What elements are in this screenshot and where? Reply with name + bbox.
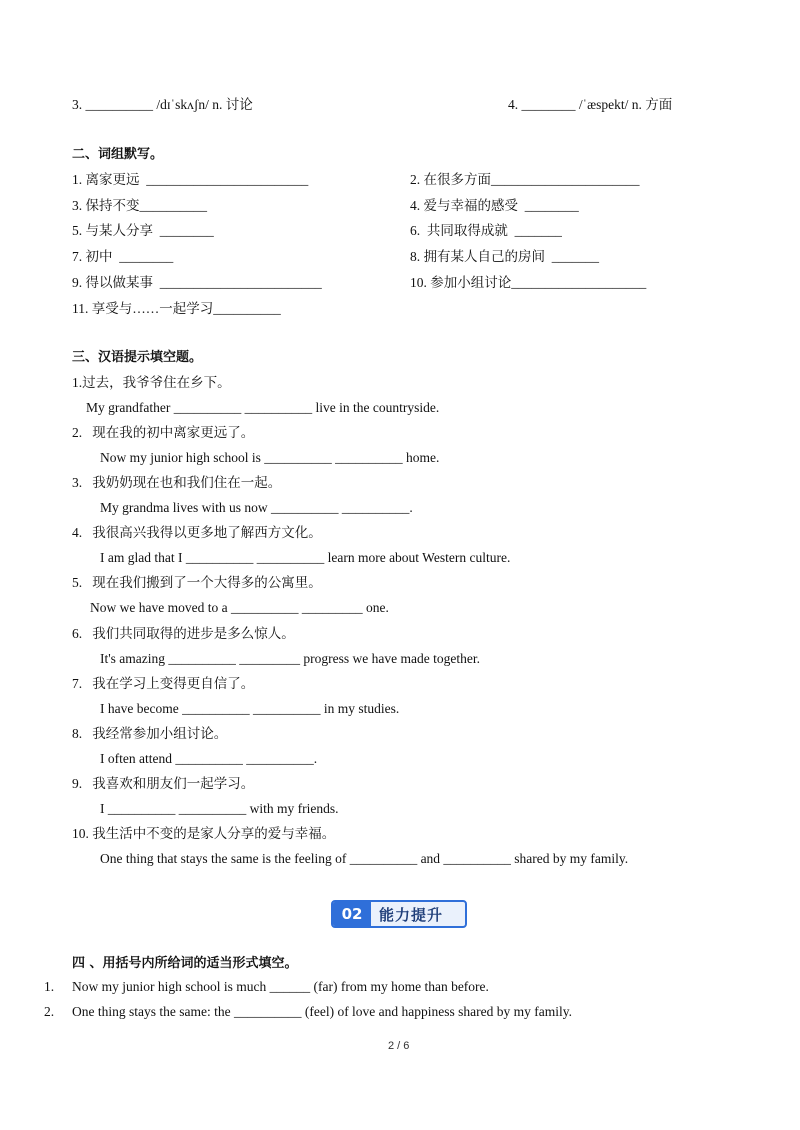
vocab-item-4: 4. ________ /ˈæspekt/ n. 方面: [508, 97, 673, 112]
exercise-1-number: 1.: [44, 979, 55, 994]
fill-item-10-cn: 10. 我生活中不变的是家人分享的爱与幸福。: [72, 826, 336, 841]
fill-item-5-en: Now we have moved to a __________ _________ one.: [90, 600, 389, 615]
fill-item-1-cn: 1.过去，我爷爷住在乡下。: [72, 375, 231, 390]
section-3-title: 三、汉语提示填空题。: [72, 350, 203, 365]
phrase-item-2: 2. 在很多方面______________________: [410, 172, 640, 187]
phrase-item-10: 10. 参加小组讨论____________________: [410, 275, 647, 290]
fill-item-7-cn: 7. 我在学习上变得更自信了。: [72, 676, 255, 691]
fill-item-5-cn: 5. 现在我们搬到了一个大得多的公寓里。: [72, 575, 322, 590]
fill-item-10-en: One thing that stays the same is the feeling of __________ and __________ shared by my family.: [100, 851, 629, 866]
exercise-2-text: One thing stays the same: the __________ (feel) of love and happiness shared by my family.: [72, 1004, 573, 1019]
badge-number: 02: [333, 902, 371, 926]
fill-item-6-cn: 6. 我们共同取得的进步是多么惊人。: [72, 626, 295, 641]
phrase-item-6: 6. 共同取得成就 _______: [410, 223, 562, 238]
vocab-item-3: 3. __________ /dɪˈskʌʃn/ n. 讨论: [72, 97, 253, 112]
section-badge: [331, 900, 467, 928]
phrase-item-5: 5. 与某人分享 ________: [72, 223, 214, 238]
fill-item-7-en: I have become __________ __________ in my studies.: [100, 701, 400, 716]
phrase-item-9: 9. 得以做某事 ________________________: [72, 275, 322, 290]
fill-item-9-cn: 9. 我喜欢和朋友们一起学习。: [72, 776, 255, 791]
fill-item-9-en: I __________ __________ with my friends.: [100, 801, 339, 816]
fill-item-3-cn: 3. 我奶奶现在也和我们住在一起。: [72, 475, 282, 490]
phrase-item-7: 7. 初中 ________: [72, 249, 174, 264]
fill-item-4-en: I am glad that I __________ __________ learn more about Western culture.: [100, 550, 511, 565]
fill-item-1-en: My grandfather __________ __________ live in the countryside.: [86, 400, 440, 415]
phrase-item-11: 11. 享受与……一起学习__________: [72, 301, 281, 316]
fill-item-6-en: It's amazing __________ _________ progress we have made together.: [100, 651, 480, 666]
fill-item-4-cn: 4. 我很高兴我得以更多地了解西方文化。: [72, 525, 322, 540]
fill-item-2-en: Now my junior high school is __________ __________ home.: [100, 450, 440, 465]
page-number: 2 / 6: [388, 1040, 410, 1052]
phrase-item-1: 1. 离家更远 ________________________: [72, 172, 309, 187]
phrase-item-3: 3. 保持不变__________: [72, 198, 207, 213]
exercise-1-text: Now my junior high school is much ______ (far) from my home than before.: [72, 979, 489, 994]
phrase-item-8: 8. 拥有某人自己的房间 _______: [410, 249, 599, 264]
fill-item-2-cn: 2. 现在我的初中离家更远了。: [72, 425, 255, 440]
fill-item-3-en: My grandma lives with us now __________ __________.: [100, 500, 413, 515]
phrase-item-4: 4. 爱与幸福的感受 ________: [410, 198, 579, 213]
fill-item-8-cn: 8. 我经常参加小组讨论。: [72, 726, 228, 741]
exercise-2-number: 2.: [44, 1004, 55, 1019]
badge-title: 能力提升: [379, 905, 444, 924]
section-2-title: 二、词组默写。: [72, 147, 164, 162]
section-4-title: 四 、用括号内所给词的适当形式填空。: [72, 956, 298, 971]
fill-item-8-en: I often attend __________ __________.: [100, 751, 318, 766]
